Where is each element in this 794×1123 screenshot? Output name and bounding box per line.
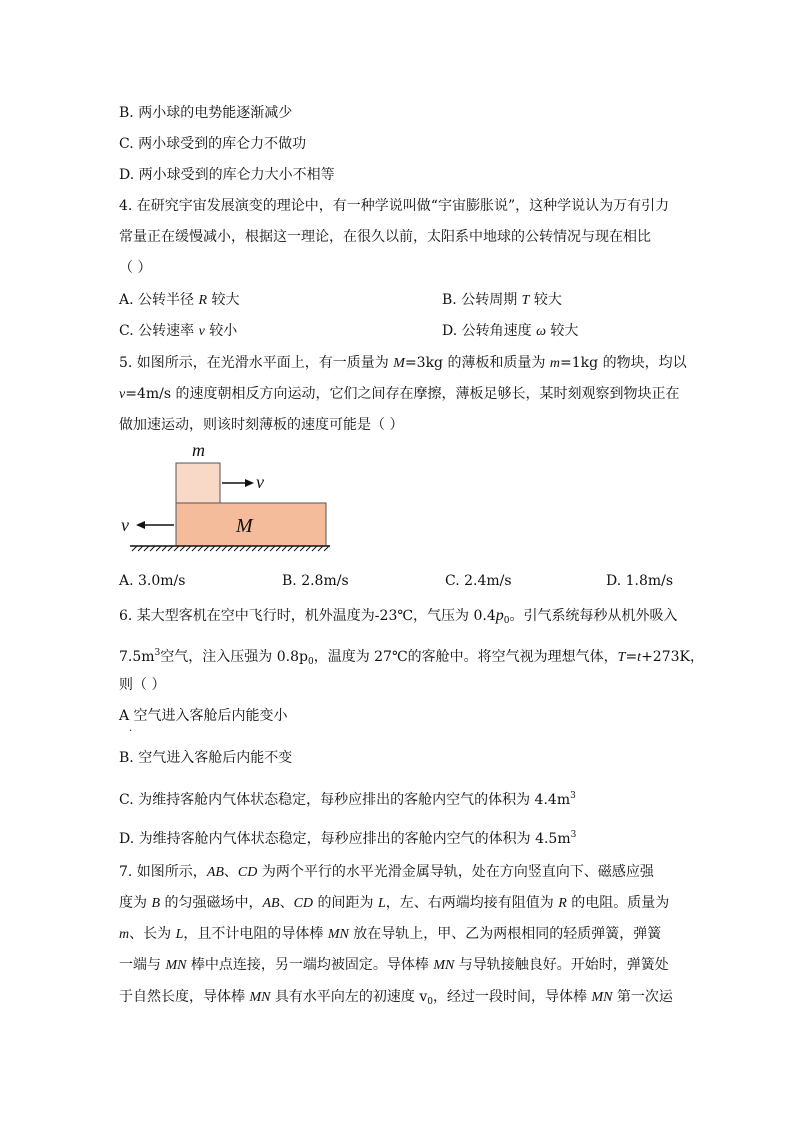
q5-stem-line1: 5. 如图所示，在光滑水平面上，有一质量为 M=3kg 的薄板和质量为 m=1kg 的物块，均以 [119,355,687,371]
q5-option-d: D. 1.8m/s [606,573,674,589]
q5-stem-line2: v=4m/s 的速度朝相反方向运动，它们之间存在摩擦，薄板足够长，某时刻观察到物块正在 [119,386,680,402]
q5-figure-block-on-plank [118,440,332,552]
q7-stem-line3: m、长为 L，且不计电阻的导体棒 MN 放在导轨上，甲、乙为两根相同的轻质弹簧，弹簧 [119,926,662,942]
q5-option-a: A. 3.0m/s [119,573,186,589]
q5-option-b: B. 2.8m/s [282,573,349,589]
plank-mass-label: M [236,515,253,537]
small-block [176,463,220,503]
block-velocity-label: v [256,472,264,492]
q7-stem-line4: 一端与 MN 棒中点连接，另一端均被固定。导体棒 MN 与导轨接触良好。开始时，弹簧处 [119,957,669,973]
q7-stem-line1: 7. 如图所示，AB、CD 为两个平行的水平光滑金属导轨，处在方向竖直向下、磁感应强 [119,864,654,880]
left-arrow-head [136,521,145,529]
q4-option-b: B. 公转周期 T 较大 [442,292,562,308]
q6-stray-dot: . [129,723,133,734]
q5-stem-line3: 做加速运动，则该时刻薄板的速度可能是（ ） [119,417,404,433]
q6-stem-line1: 6. 某大型客机在空中飞行时，机外温度为-23℃，气压为 $0.4p_0$。引气系统每秒从机外吸入 [119,607,678,626]
q4-option-a: A. 公转半径 R 较大 [119,292,240,308]
q3-option-b: B. 两小球的电势能逐渐减少 [119,105,293,121]
q4-stem-line1: 4. 在研究宇宙发展演变的理论中，有一种学说叫做“宇宙膨胀说”，这种学说认为万有引力 [119,198,670,214]
q7-stem-line2: 度为 B 的匀强磁场中，AB、CD 的间距为 L，左、右两端均接有阻值为 R 的电阻。质量为 [119,895,670,911]
q7-stem-line5: 于自然长度，导体棒 MN 具有水平向左的初速度 $v_0$，经过一段时间，导体棒 MN 第一次运 [119,989,673,1007]
right-arrow-head [245,479,254,487]
plank-velocity-label: v [121,515,129,535]
q6-option-d: D. 为维持客舱内气体状态稳定，每秒应排出的客舱内空气的体积为 $4.5m^3$ [119,830,577,847]
q4-option-d: D. 公转角速度 ω 较大 [442,323,579,339]
block-mass-label: m [192,440,205,460]
q3-option-c: C. 两小球受到的库仑力不做功 [119,136,307,152]
q3-option-d: D. 两小球受到的库仑力大小不相等 [119,167,335,183]
q6-stem-line3: 则（ ） [119,677,166,693]
q4-option-c: C. 公转速率 v 较小 [119,323,238,339]
q5-option-c: C. 2.4m/s [445,573,512,589]
q4-answer-bracket: （ ） [119,260,152,276]
q4-stem-line2: 常量正在缓慢减小，根据这一理论，在很久以前，太阳系中地球的公转情况与现在相比 [119,229,651,245]
q6-option-b: B. 空气进入客舱后内能不变 [119,750,293,766]
q6-stem-line2: $7.5m^3$空气，注入压强为 $0.8p_0$，温度为 27℃的客舱中。将空气视为理想气体，T=t+273K， [119,648,704,667]
q6-option-a: A 空气进入客舱后内能变小 [119,708,288,724]
q6-option-c: C. 为维持客舱内气体状态稳定，每秒应排出的客舱内空气的体积为 $4.4m^3$ [119,791,576,808]
